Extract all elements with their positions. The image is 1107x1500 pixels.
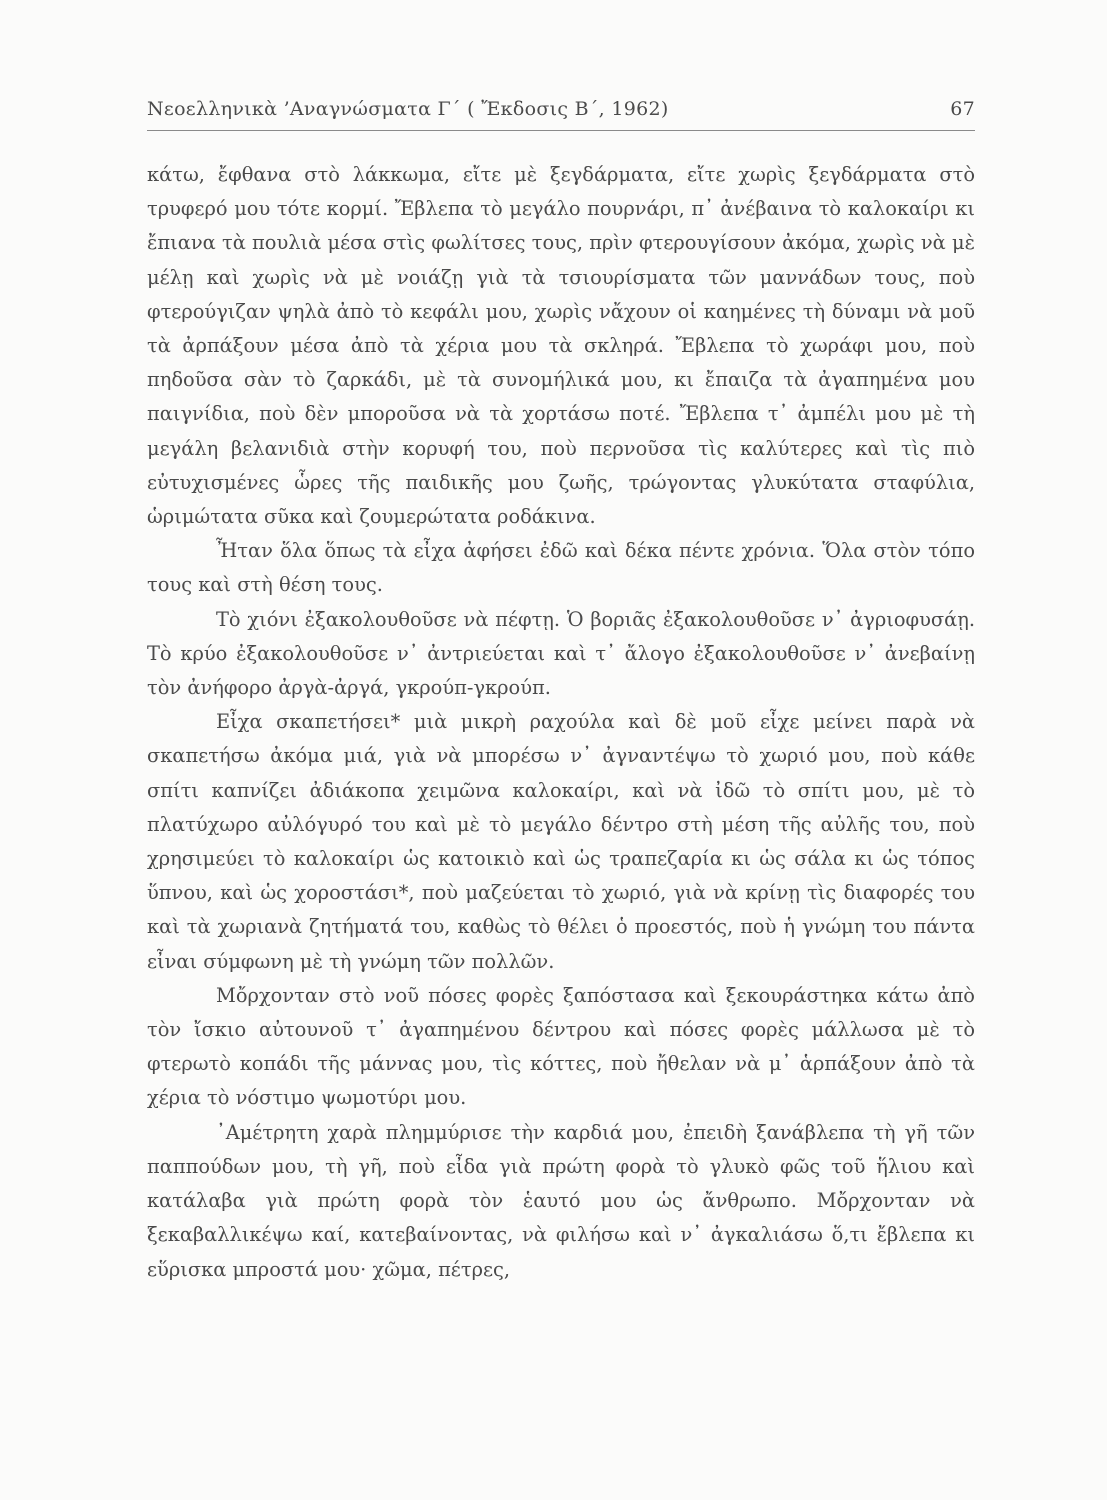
paragraph: Τὸ χιόνι ἐξακολουθοῦσε νὰ πέφτῃ. Ὁ βοριᾶς ἐξακολουθοῦσε ν᾿ ἀγριοφυσάῃ. Τὸ κρύο ἐξακολουθοῦσε ν᾿ ἀντριεύεται καὶ τ᾿ ἄλογο ἐξακολουθοῦσε ν᾿ ἀνεβαίνῃ τὸν ἀνήφορο ἀργὰ-ἀργά, γκρούπ-γκρούπ. — [147, 607, 975, 700]
paragraph: κάτω, ἔφθανα στὸ λάκκωμα, εἴτε μὲ ξεγδάρματα, εἴτε χωρὶς ξεγδάρματα στὸ τρυφερό μου τότε κορμί. Ἔβλεπα τὸ μεγάλο πουρνάρι, π᾿ ἀνέβαινα τὸ καλοκαίρι κι ἔπιανα τὰ πουλιὰ μέσα στὶς φωλίτσες τους, πρὶν φτερουγίσουν ἀκόμα, χωρὶς νὰ μὲ μέλῃ καὶ χωρὶς νὰ μὲ νοιάζῃ γιὰ τὰ τσιουρίσματα τῶν μαννάδων τους, ποὺ φτερούγιζαν ψηλὰ ἀπὸ τὸ κεφάλι μου, χωρὶς νἄχουν οἱ καημένες τὴ δύναμι νὰ μοῦ τὰ ἀρπάξουν μέσα ἀπὸ τὰ χέρια μου τὰ σκληρά. Ἔβλεπα τὸ χωράφι μου, ποὺ πηδοῦσα σὰν τὸ ζαρκάδι, μὲ τὰ συνομήλικά μου, κι ἔπαιζα τὰ ἀγαπημένα μου παιγνίδια, ποὺ δὲν μποροῦσα νὰ τὰ χορτάσω ποτέ. Ἔβλεπα τ᾿ ἀμπέλι μου μὲ τὴ μεγάλη βελανιδιὰ στὴν κορυφή του, ποὺ περνοῦσα τὶς καλύτερες καὶ τὶς πιὸ εὐτυχισμένες ὧρες τῆς παιδικῆς μου ζωῆς, τρώγοντας γλυκύτατα σταφύλια, ὡριμώτατα σῦκα καὶ ζουμερώτατα ροδάκινα. — [147, 163, 975, 529]
paragraph: ᾿Αμέτρητη χαρὰ πλημμύρισε τὴν καρδιά μου, ἐπειδὴ ξανάβλεπα τὴ γῆ τῶν παππούδων μου, τὴ γῆ, ποὺ εἶδα γιὰ πρώτη φορὰ τὸ γλυκὸ φῶς τοῦ ἥλιου καὶ κατάλαβα γιὰ πρώτη φορὰ τὸν ἑαυτό μου ὡς ἄνθρωπο. Μὄρχονταν νὰ ξεκαβαλλικέψω καί, κατεβαίνοντας, νὰ φιλήσω καὶ ν᾿ ἀγκαλιάσω ὅ,τι ἔβλεπα κι εὕρισκα μπροστά μου· χῶμα, πέτρες, — [147, 1120, 975, 1281]
header-rule — [147, 130, 975, 131]
paragraph: Εἶχα σκαπετήσει* μιὰ μικρὴ ραχούλα καὶ δὲ μοῦ εἶχε μείνει παρὰ νὰ σκαπετήσω ἀκόμα μιά, γιὰ νὰ μπορέσω ν᾿ ἀγναντέψω τὸ χωριό μου, ποὺ κάθε σπίτι καπνίζει ἀδιάκοπα χειμῶνα καλοκαίρι, καὶ νὰ ἰδῶ τὸ σπίτι μου, μὲ τὸ πλατύχωρο αὐλόγυρό του καὶ μὲ τὸ μεγάλο δέντρο στὴ μέση τῆς αὐλῆς του, ποὺ χρησιμεύει τὸ καλοκαίρι ὡς κατοικιὸ καὶ ὡς τραπεζαρία κι ὡς σάλα κι ὡς τόπος ὕπνου, καὶ ὡς χοροστάσι*, ποὺ μαζεύεται τὸ χωριό, γιὰ νὰ κρίνῃ τὶς διαφορές του καὶ τὰ χωριανὰ ζητήματά του, καθὼς τὸ θέλει ὁ προεστός, ποὺ ἡ γνώμη του πάντα εἶναι σύμφωνη μὲ τὴ γνώμη τῶν πολλῶν. — [147, 710, 975, 973]
page-number: 67 — [950, 98, 975, 120]
page-body — [147, 158, 975, 1287]
running-title: Νεοελληνικὰ ’Αναγνώσματα Γ΄ ( Ἔκδοσις Β΄, 1962) — [147, 98, 669, 120]
paragraph: Ἦταν ὅλα ὅπως τὰ εἶχα ἀφήσει ἐδῶ καὶ δέκα πέντε χρόνια. Ὅλα στὸν τόπο τους καὶ στὴ θέση τους. — [147, 539, 975, 597]
paragraph: Μὄρχονταν στὸ νοῦ πόσες φορὲς ξαπόστασα καὶ ξεκουράστηκα κάτω ἀπὸ τὸν ἴσκιο αὐτουνοῦ τ᾿ ἀγαπημένου δέντρου καὶ πόσες φορὲς μάλλωσα μὲ τὸ φτερωτὸ κοπάδι τῆς μάννας μου, τὶς κόττες, ποὺ ἤθελαν νὰ μ᾿ ἁρπάξουν ἀπὸ τὰ χέρια τὸ νόστιμο ψωμοτύρι μου. — [147, 983, 975, 1110]
running-header — [147, 98, 975, 128]
